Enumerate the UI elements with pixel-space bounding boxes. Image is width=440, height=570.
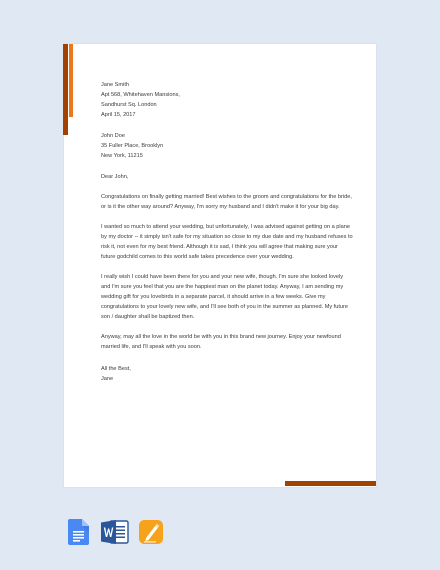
recipient-address: John Doe 35 Fuller Place, Brooklyn New York, 11215 <box>101 133 164 159</box>
apple-pages-icon[interactable] <box>139 519 163 545</box>
microsoft-word-icon[interactable] <box>101 519 129 545</box>
footer-accent-bar <box>285 481 376 486</box>
paragraph-2: I wanted so much to attend your wedding, but unfortunately, I was advised against getting on a plane by my doctor -- it simply isn't safe for my situation so close to my due date and my husband refuses to risk it, not even for my best friend. Although it is sad, I think you will agree that making sure your future godchild comes to this world safe takes precedence over your wedding. <box>101 224 353 260</box>
salutation: Dear John, <box>101 174 129 180</box>
accent-bar-dark <box>63 44 68 135</box>
accent-bar-light <box>69 44 73 117</box>
paragraph-3: I really wish I could have been there for you and your new wife, though. I'm sure she looked lovely and I'm sure you feel that you are the happiest man on the planet today. Anyway, I am sending my wedding gift for you lovebirds in a separate parcel, it should arrive in a few weeks. Give my congratulations to your lovely new wife, and I'll see both of you in the summer as planned. My future son / daughter shall be baptized then. <box>101 274 349 320</box>
paragraph-4: Anyway, may all the love in the world be with you in this brand new journey. Enjoy your newfound married life, and I'll speak with you soon. <box>101 334 341 350</box>
google-docs-icon[interactable] <box>68 519 89 545</box>
letter-body <box>101 80 353 384</box>
sender-address: Jane Smith Apt 568, Whitehaven Mansions, Sandhurst Sq. London April 15, 2017 <box>101 82 180 118</box>
paragraph-1: Congratulations on finally getting married! Best wishes to the groom and congratulations for the bride, or is it the other way around? Anyway, I'm sorry my husband and I didn't make it for your big day. <box>101 194 352 210</box>
closing-signature: All the Best, Jane <box>101 366 131 382</box>
